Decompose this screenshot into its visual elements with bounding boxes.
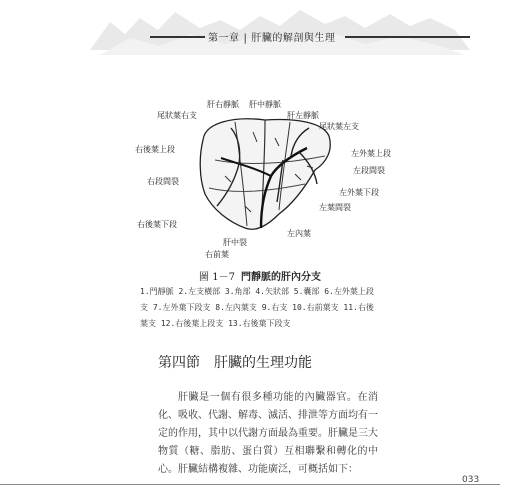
label-left-lateral-upper: 左外葉上段 [351, 149, 391, 158]
body-paragraph: 肝臟是一個有很多種功能的內臟器官。在消化、吸收、代謝、解毒、滅活、排泄等方面均有一定的作用，其中以代謝方面最為重要。肝臟是三大物質（糖、脂肪、蛋白質）互相聯繫和轉化的中心。肝臟結構複雜、功能廣泛，可概括如下： [158, 392, 378, 475]
figure-title: 門靜脈的肝內分支 [240, 272, 321, 283]
label-left-hepatic-vein: 肝左靜脈 [287, 111, 319, 120]
chapter-header: 第一章 | 肝臟的解剖與生理 [208, 33, 336, 44]
label-right-segment-fissure: 右段間裂 [147, 177, 179, 186]
label-left-segment-fissure: 左段間裂 [353, 166, 385, 175]
label-right-posterior-upper: 右後葉上段 [135, 145, 175, 154]
chapter-number: 第一章 [208, 33, 240, 44]
section-title: 肝臟的生理功能 [214, 355, 312, 371]
header-rule-right [345, 36, 470, 38]
figure-number: 圖 1－7 [199, 272, 235, 283]
section-number: 第四節 [158, 355, 200, 371]
liver-portal-vein-figure [135, 92, 405, 257]
page-number: 033 [462, 475, 480, 485]
label-left-lateral-lower: 左外葉下段 [339, 188, 379, 197]
label-middle-hepatic-vein: 肝中靜脈 [249, 100, 281, 109]
section-heading [158, 352, 312, 372]
header-rule-left [150, 36, 205, 38]
label-left-medial: 左內葉 [287, 229, 311, 238]
label-right-anterior: 右前葉 [205, 250, 229, 259]
figure-caption [0, 268, 520, 283]
label-left-lobe-fissure: 左葉間裂 [319, 203, 351, 212]
label-caudate-left: 尾狀葉左支 [319, 122, 359, 131]
label-right-posterior-lower: 右後葉下段 [137, 220, 177, 229]
liver-diagram [195, 110, 335, 235]
body-text [158, 389, 378, 479]
chapter-title: 肝臟的解剖與生理 [251, 33, 336, 44]
figure-legend: 1.門靜脈 2.左支橫部 3.角部 4.矢狀部 5.囊部 6.左外葉上段支 7.左外葉下段支 8.左內葉支 9.右支 10.右前葉支 11.右後葉支 12.右後葉上段支 13.右後葉下段支 [140, 287, 374, 328]
label-right-hepatic-vein: 肝右靜脈 [207, 100, 239, 109]
label-middle-fissure: 肝中裂 [223, 238, 247, 247]
footer-rule [0, 484, 500, 485]
label-caudate-right: 尾狀葉右支 [157, 111, 197, 120]
